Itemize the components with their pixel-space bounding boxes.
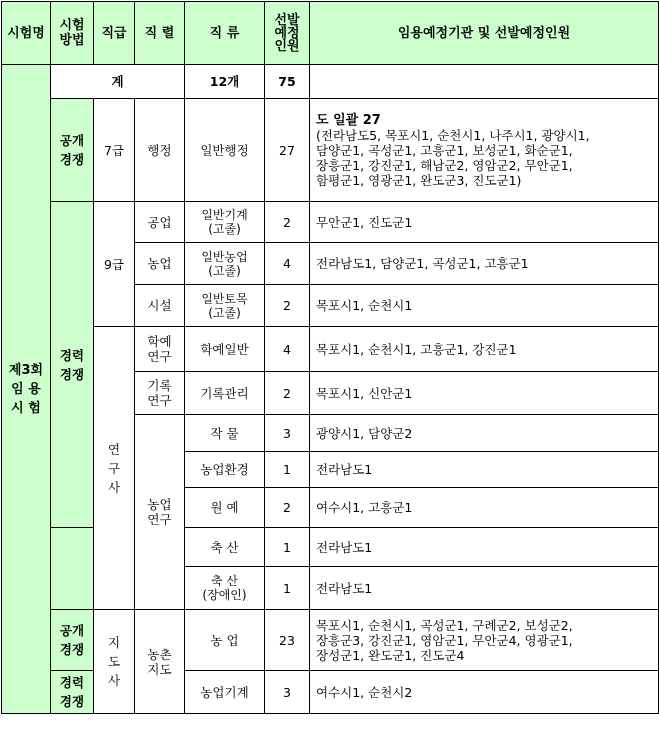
header-category: 직 류 bbox=[185, 2, 265, 65]
table-row-count: 4 bbox=[265, 243, 310, 285]
method-career: 경력 경쟁 bbox=[51, 202, 94, 528]
table-row-category: 농업환경 bbox=[185, 452, 265, 488]
table-row-agencies: 전라남도1 bbox=[310, 452, 659, 488]
table-row-category: 학예일반 bbox=[185, 327, 265, 372]
table-row-agencies: 목포시1, 순천시1, 곡성군1, 구례군2, 보성군2, 장흥군3, 강진군1, 영암군1, 무안군4, 영광군1, 장성군1, 완도군1, 진도군4 bbox=[310, 610, 659, 671]
agency-group-title: 도 일괄 27 bbox=[316, 112, 381, 128]
header-series: 직 렬 bbox=[135, 2, 185, 65]
table-row-count: 23 bbox=[265, 610, 310, 671]
table-row-category: 작 물 bbox=[185, 415, 265, 452]
table-row-count: 1 bbox=[265, 567, 310, 610]
method-open-2: 공개 경쟁 bbox=[51, 610, 94, 671]
table-row-agencies bbox=[310, 99, 659, 202]
method-career-spacer bbox=[51, 528, 94, 610]
series-academic-research: 학예 연구 bbox=[135, 327, 185, 372]
table-row-category: 일반토목 (고졸) bbox=[185, 285, 265, 327]
series-rural-guidance: 농촌 지도 bbox=[135, 610, 185, 714]
table-row-agencies: 목포시1, 순천시1 bbox=[310, 285, 659, 327]
header-exam-name: 시험명 bbox=[2, 2, 51, 65]
table-row-agencies: 전라남도1, 담양군1, 곡성군1, 고흥군1 bbox=[310, 243, 659, 285]
table-row-agencies: 목포시1, 순천시1, 고흥군1, 강진군1 bbox=[310, 327, 659, 372]
table-row-count: 27 bbox=[265, 99, 310, 202]
agency-group-detail: (전라남도5, 목포시1, 순천시1, 나주시1, 광양시1, 담양군1, 곡성군1, 고흥군1, 보성군1, 화순군1, 장흥군1, 강진군1, 해남군2, 영암군2, 무안군1, 함평군1, 영광군1, 완도군3, 진도군1) bbox=[316, 127, 590, 188]
total-count: 75 bbox=[265, 65, 310, 99]
table-row-count: 2 bbox=[265, 202, 310, 243]
table-row-count: 3 bbox=[265, 671, 310, 714]
table-row-category: 일반행정 bbox=[185, 99, 265, 202]
method-open-1: 공개 경쟁 bbox=[51, 99, 94, 202]
table-row-category: 기록관리 bbox=[185, 372, 265, 415]
total-category-count: 12개 bbox=[185, 65, 265, 99]
series-industry: 공업 bbox=[135, 202, 185, 243]
series-agriculture: 농업 bbox=[135, 243, 185, 285]
table-row-count: 1 bbox=[265, 528, 310, 567]
table-row-count: 4 bbox=[265, 327, 310, 372]
table-row-category: 축 산 (장애인) bbox=[185, 567, 265, 610]
table-row-count: 2 bbox=[265, 285, 310, 327]
table-row-category: 축 산 bbox=[185, 528, 265, 567]
table-row-count: 3 bbox=[265, 415, 310, 452]
method-career-2: 경력 경쟁 bbox=[51, 671, 94, 714]
table-row-agencies: 전라남도1 bbox=[310, 528, 659, 567]
header-grade: 직급 bbox=[94, 2, 135, 65]
series-agri-research: 농업 연구 bbox=[135, 415, 185, 610]
total-label: 계 bbox=[51, 65, 185, 99]
table-row-category: 농 업 bbox=[185, 610, 265, 671]
series-admin: 행정 bbox=[135, 99, 185, 202]
grade-7: 7급 bbox=[94, 99, 135, 202]
table-row-count: 2 bbox=[265, 488, 310, 528]
recruitment-table bbox=[1, 1, 659, 714]
table-row-agencies: 목포시1, 신안군1 bbox=[310, 372, 659, 415]
header-count: 선발 예정 인원 bbox=[265, 2, 310, 65]
series-facility: 시설 bbox=[135, 285, 185, 327]
table-row-agencies: 여수시1, 순천시2 bbox=[310, 671, 659, 714]
grade-9: 9급 bbox=[94, 202, 135, 327]
total-agencies-empty bbox=[310, 65, 659, 99]
table-row-agencies: 전라남도1 bbox=[310, 567, 659, 610]
header-agencies: 임용예정기관 및 선발예정인원 bbox=[310, 2, 659, 65]
table-row-agencies: 광양시1, 담양군2 bbox=[310, 415, 659, 452]
table-row-category: 원 예 bbox=[185, 488, 265, 528]
table-row-category: 일반농업 (고졸) bbox=[185, 243, 265, 285]
table-row-agencies: 여수시1, 고흥군1 bbox=[310, 488, 659, 528]
header-exam-method: 시험 방법 bbox=[51, 2, 94, 65]
table-row-count: 1 bbox=[265, 452, 310, 488]
table-row-category: 일반기계 (고졸) bbox=[185, 202, 265, 243]
grade-instructor: 지 도 사 bbox=[94, 610, 135, 714]
grade-researcher: 연 구 사 bbox=[94, 327, 135, 610]
table-row-agencies: 무안군1, 진도군1 bbox=[310, 202, 659, 243]
table-row-category: 농업기계 bbox=[185, 671, 265, 714]
series-records-research: 기록 연구 bbox=[135, 372, 185, 415]
table-row-count: 2 bbox=[265, 372, 310, 415]
exam-name-cell: 제3회 임 용 시 험 bbox=[2, 65, 51, 714]
